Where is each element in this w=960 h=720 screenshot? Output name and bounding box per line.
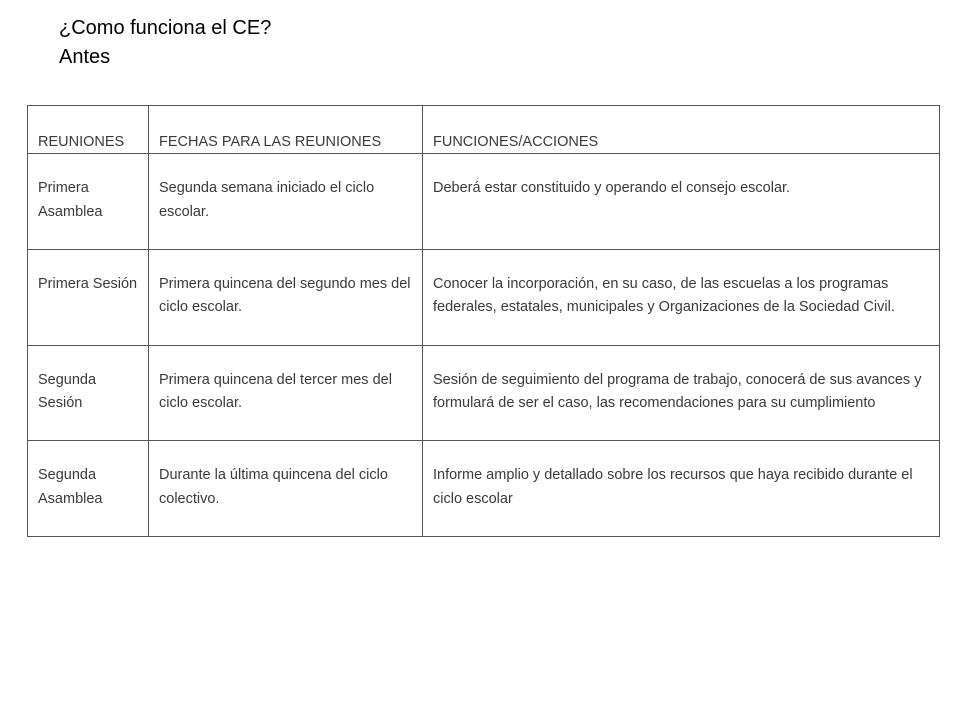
table-header-row: [28, 106, 940, 154]
cell-reunion: Segunda Asamblea: [28, 441, 149, 537]
cell-reunion: Primera Sesión: [28, 249, 149, 345]
header-reuniones: REUNIONES: [28, 106, 149, 154]
page-subtitle: Antes: [59, 46, 111, 68]
table-row: [28, 154, 940, 250]
cell-fecha: Segunda semana iniciado el ciclo escolar.: [149, 154, 423, 250]
cell-fecha: Primera quincena del segundo mes del ciclo escolar.: [149, 249, 423, 345]
table-row: [28, 345, 940, 441]
cell-reunion: Primera Asamblea: [28, 154, 149, 250]
cell-reunion: Segunda Sesión: [28, 345, 149, 441]
cell-fecha: Durante la última quincena del ciclo colectivo.: [149, 441, 423, 537]
cell-funcion: Conocer la incorporación, en su caso, de las escuelas a los programas federales, estatales, municipales y Organizaciones de la Sociedad Civil.: [423, 249, 940, 345]
page-title: ¿Como funciona el CE?: [59, 17, 272, 39]
cell-funcion: Deberá estar constituido y operando el consejo escolar.: [423, 154, 940, 250]
table-row: [28, 441, 940, 537]
cell-fecha: Primera quincena del tercer mes del ciclo escolar.: [149, 345, 423, 441]
meetings-table: [27, 105, 940, 537]
header-funciones: FUNCIONES/ACCIONES: [423, 106, 940, 154]
header-fechas: FECHAS PARA LAS REUNIONES: [149, 106, 423, 154]
cell-funcion: Sesión de seguimiento del programa de trabajo, conocerá de sus avances y formulará de ser el caso, las recomendaciones para su cumplimiento: [423, 345, 940, 441]
cell-funcion: Informe amplio y detallado sobre los recursos que haya recibido durante el ciclo escolar: [423, 441, 940, 537]
table-row: [28, 249, 940, 345]
